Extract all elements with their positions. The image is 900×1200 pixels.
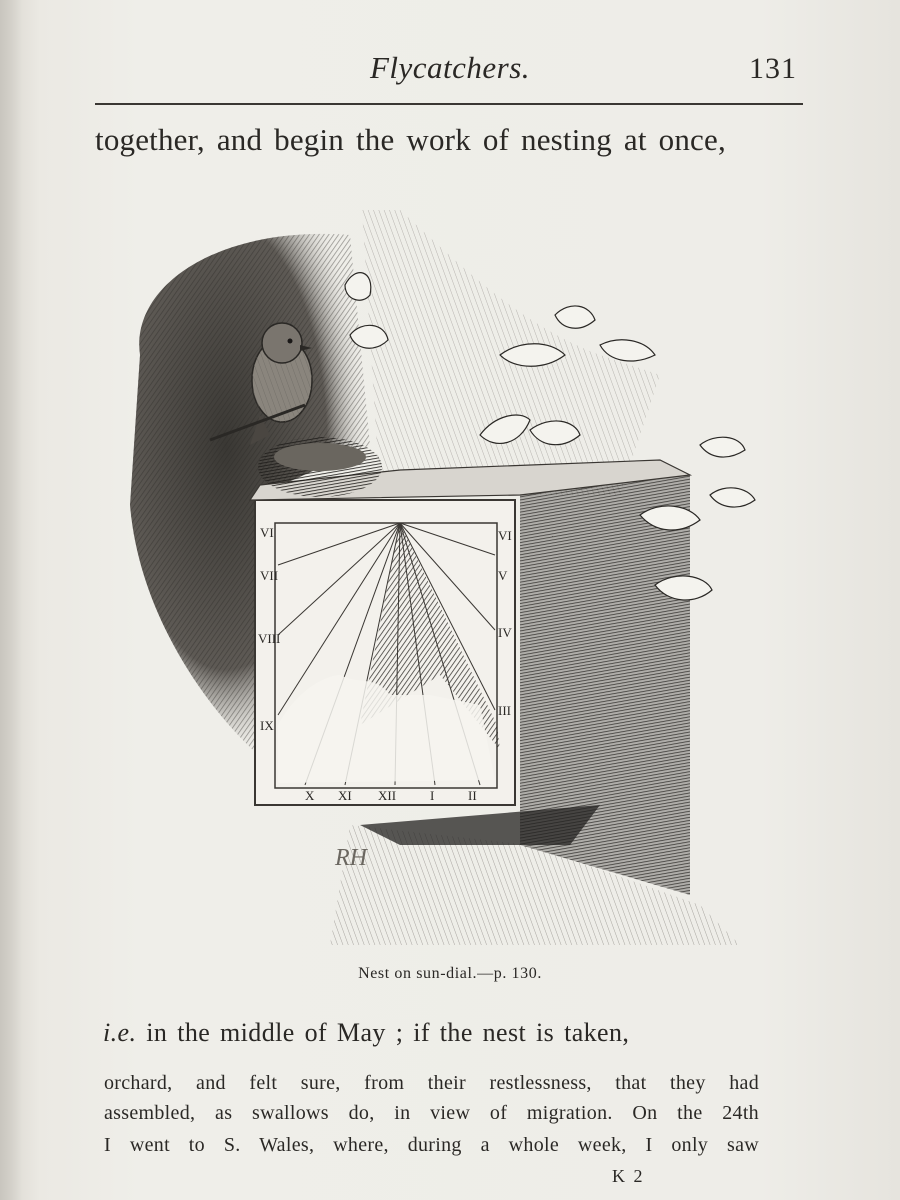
bleed-through-line-3: I went to S. Wales, where, during a whole week, I only saw <box>104 1134 759 1156</box>
header-rule <box>95 103 803 105</box>
body-line-first: together, and begin the work of nesting at once, <box>95 122 726 157</box>
page-number: 131 <box>749 52 797 85</box>
numeral-bottom-5: II <box>468 788 477 803</box>
emphasis-ie: i.e. <box>103 1018 137 1047</box>
bleed-through-line-1: orchard, and felt sure, from their restlessness, that they had <box>104 1072 759 1094</box>
sundial-engraving <box>100 205 780 955</box>
artist-monogram: RH <box>335 845 367 871</box>
numeral-bottom-1: X <box>305 788 315 803</box>
numeral-left-1: VI <box>260 525 274 540</box>
numeral-right-4: III <box>498 703 511 718</box>
numeral-left-2: VII <box>260 568 279 583</box>
numeral-bottom-3: XII <box>378 788 397 803</box>
numeral-bottom-4: I <box>430 788 435 803</box>
gutter-shadow <box>0 0 22 1200</box>
engraving-svg <box>100 205 780 955</box>
body-line-after-figure-rest: in the middle of May ; if the nest is taken, <box>136 1018 630 1047</box>
running-head-title: Flycatchers. <box>369 50 531 85</box>
numeral-left-4: IX <box>260 718 274 733</box>
figure-caption: Nest on sun-dial.—p. 130. <box>358 965 542 982</box>
bleed-through-line-2: assembled, as swallows do, in view of migration. On the 24th <box>104 1102 759 1124</box>
numeral-right-3: IV <box>498 625 512 640</box>
numeral-right-1: VI <box>498 528 512 543</box>
body-line-after-figure <box>103 1018 758 1048</box>
numeral-right-2: V <box>498 568 508 583</box>
numeral-bottom-2: XI <box>338 788 352 803</box>
running-head <box>95 50 805 100</box>
signature-mark: K 2 <box>612 1166 645 1186</box>
numeral-left-3: VIII <box>258 631 281 646</box>
